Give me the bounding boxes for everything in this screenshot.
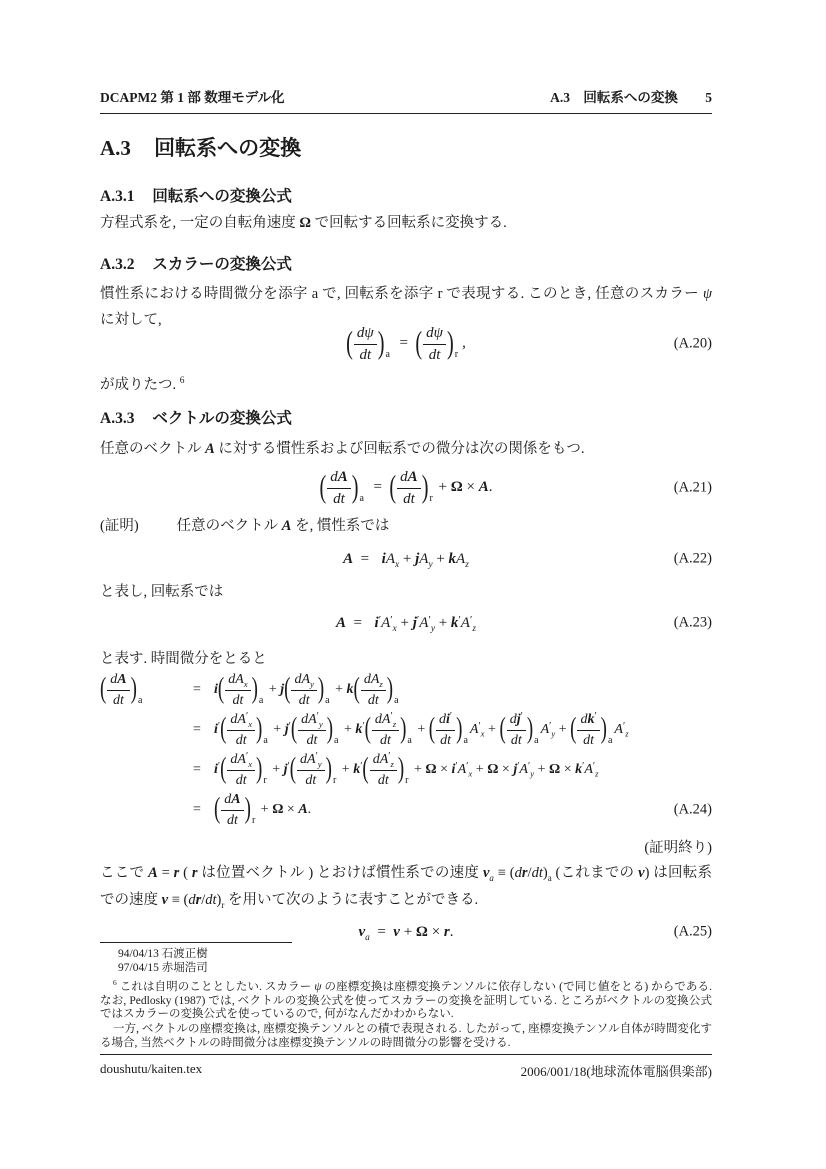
equation-a20 [100,318,712,370]
subsection-heading-a32 [100,252,712,274]
equation-a21 [100,462,712,514]
body-paragraph: が成りたつ. $^6$ [100,376,185,393]
equation-a22 [100,544,712,574]
footnote-rule [100,942,292,943]
subsection-heading-a33 [100,406,712,428]
footer-publisher: 2006/001/18(地球流体電脳倶楽部) [520,1064,712,1079]
subsection-title: ベクトルの変換公式 [152,410,292,427]
equation-a24-line4-rhs: ( $\frac{dA}{dt}$ )$_r + \Omega \times A$. [214,792,312,828]
equation-a22-math: A = $iA_x + jA_y + kA_z$ [343,550,469,570]
equation-a25-math: $v_a = v + \Omega \times r$. [358,923,454,943]
footnote-6-text-continued: 一方, ベクトルの座標変換は, 座標変換テンソルとの積で表現される. したがって, 座標変換テンソル自体が時間変化する場合, 当然ベクトルの時間微分は座標変換テンソルの時間微分の影響を受ける. [100,1023,712,1050]
changelog-date-2: 97/04/15 赤堀浩司 [118,962,208,974]
body-paragraph: と表し, 回転系では [100,584,224,600]
equation-tag-a22: (A.22) [673,550,712,567]
proof-end-label: (証明終り) [644,840,712,856]
changelog-date-1: 94/04/13 石渡正樹 [118,948,208,960]
running-head-section-title: 回転系への変換 [583,90,678,105]
equation-a23-math: A = $i'A'_x + j'A'_y + k'A'_z$ [336,613,476,635]
proof-intro-text: 任意のベクトル A を, 慣性系では [176,518,390,534]
proof-label: (証明) [100,518,139,534]
footer-filename: doushutu/kaiten.tex [100,1061,203,1076]
section-title: 回転系への変換 [154,136,302,160]
body-paragraph: 任意のベクトル A に対する慣性系および回転系での微分は次の関係をもつ. [100,441,585,457]
equation-a23 [100,608,712,638]
body-paragraph: ここで A = r ( r は位置ベクトル ) とおけば慣性系での速度 $v_a \equiv (dr/dt)_a$ (これまでの v) は回転系での速度 $v \equiv (dr/dt)_r$ を用いて次のように表すことができる. [100,865,712,910]
section-heading-a3 [100,132,712,162]
equation-a24-block [100,670,712,830]
footnote-6-text: $^6$ これは自明のこととしたい. スカラー ψ の座標変換は座標変換テンソルに依存しない (で同じ値をとる) からである. なお, Pedlosky (1987) では, ベクトルの変換公式を使ってスカラーの変換を証明している. ところがベクトルの変換公式ではスカラーの変換公式を使っているので, 何がなんだかわからない. [100,978,713,1021]
equation-a24-line3-rhs: i′( $\frac{dA'_x}{dt}$ )$_r + j'$( $\frac{dA'_y}{dt}$ )$_r + k'$( $\frac{dA'_z}{dt}$ )$_r + \Omega \times i'A'_x + \Omega \times j'A'_y + \Omega \times k'A'_z$ [214,751,599,788]
proof-start-line [100,514,712,538]
equation-a24-line1-rhs: i( $dA_x$ dt )$_a + j$( $dA_y$ dt )$_a + k$( $dA_z$ dt )$_a$ [214,672,399,708]
running-head-section-ref [550,86,712,106]
text-column [100,0,712,1169]
page-footer [100,1054,712,1080]
subsection-number: A.3.2 [100,256,135,273]
subsection-heading-a31 [100,184,712,206]
equation-a24-line2-rhs: i′( $\frac{dA'_x}{dt}$ )$_a + j'$( $\frac{dA'_y}{dt}$ )$_a + k'$( $\frac{dA'_z}{dt}$ )$_a$ + ( $\frac{di'}{dt}$ )$_aA'_x$ + ( $\frac{dj'}{dt}$ )$_aA'_y$ + ( $\frac{dk'}{dt}$ )$_aA'_z$ [214,711,629,748]
equals-sign: = [193,722,201,737]
equation-a20-math: ( $\frac{d\psi}{dt}$ )$_a=$ ( $\frac{d\psi}{dt}$ )$_r$, [346,325,466,363]
page-number: 5 [705,90,712,105]
running-head-section-number: A.3 [550,90,570,105]
equation-tag-a23: (A.23) [673,614,712,631]
equation-a21-math: ( $\frac{dA}{dt}$ )$_a=$ ( $\frac{dA}{dt}$ )$_r + \Omega \times A$. [319,469,493,507]
section-number: A.3 [100,136,131,160]
equals-sign: = [193,802,201,817]
equation-tag-a20: (A.20) [673,335,712,352]
running-head [100,86,712,114]
equals-sign: = [193,762,201,777]
subsection-number: A.3.1 [100,188,135,205]
equation-tag-a21: (A.21) [673,479,712,496]
body-paragraph: と表す. 時間微分をとると [100,651,267,667]
equation-tag-a24: (A.24) [673,801,712,818]
subsection-title: スカラーの変換公式 [152,256,292,273]
subsection-title: 回転系への変換公式 [152,188,292,205]
equation-a24-line1-lhs: ( $\frac{dA}{dt}$ )$_a$ [100,672,143,708]
subsection-number: A.3.3 [100,410,135,427]
running-head-doc-title: DCAPM2 第 1 部 数理モデル化 [100,90,285,105]
equals-sign: = [193,682,201,697]
body-paragraph: 慣性系における時間微分を添字 a で, 回転系を添字 r で表現する. このとき, 任意のスカラー ψ に対して, [100,286,712,328]
body-paragraph: 方程式系を, 一定の自転角速度 Ω で回転する回転系に変換する. [100,215,507,231]
footnote-area [100,942,712,1051]
equation-tag-a25: (A.25) [673,923,712,940]
